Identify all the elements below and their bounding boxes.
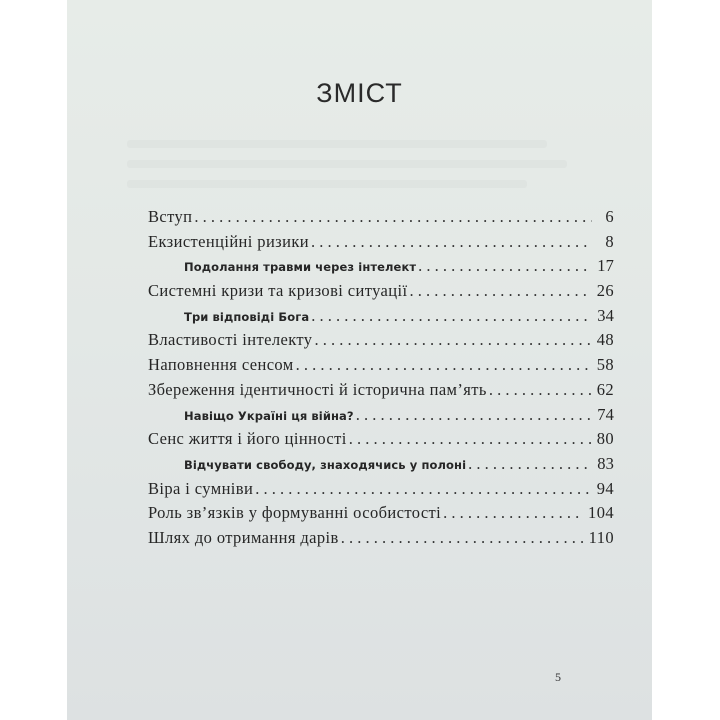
dot-leader <box>314 330 592 350</box>
bleed-through-text <box>127 160 567 168</box>
bleed-through-text <box>127 180 527 188</box>
toc-entry[interactable] <box>148 503 614 528</box>
dot-leader <box>409 281 592 301</box>
dot-leader <box>489 380 592 400</box>
toc-entry-label: Роль зв’язків у формуванні особистості <box>148 503 442 523</box>
dot-leader <box>349 429 592 449</box>
toc-entry-label: Віра і сумніви <box>148 478 254 498</box>
toc-entry-page: 94 <box>596 478 614 498</box>
toc-entry-page: 8 <box>605 231 614 251</box>
dot-leader <box>255 479 592 499</box>
toc-entry-page: 58 <box>596 355 614 375</box>
toc-entry-label: Сенс життя і його цінності <box>148 429 347 449</box>
toc-subentry[interactable] <box>148 454 614 479</box>
toc-entry[interactable] <box>148 429 614 454</box>
toc-entry-label: Відчувати свободу, знаходячись у полоні <box>184 457 467 472</box>
toc-entry-label: Три відповіді Бога <box>184 309 310 324</box>
book-page <box>67 0 652 720</box>
toc-entry-page: 6 <box>605 207 614 226</box>
dot-leader <box>311 306 592 326</box>
toc-entry[interactable] <box>148 355 614 380</box>
toc-entry-label: Властивості інтелекту <box>148 330 313 350</box>
page-number: 5 <box>555 670 561 684</box>
toc-entry-page: 83 <box>597 453 614 473</box>
toc-entry-page: 34 <box>597 305 614 325</box>
toc-subentry[interactable] <box>148 405 614 430</box>
dot-leader <box>356 405 592 425</box>
toc-entry[interactable] <box>148 207 614 232</box>
toc-entry-page: 104 <box>588 503 614 523</box>
toc-entry-page: 62 <box>596 379 614 399</box>
toc-entry-label: Вступ <box>148 207 193 226</box>
toc-entry-page: 74 <box>597 404 614 424</box>
toc-entry[interactable] <box>148 528 614 553</box>
toc-entry-label: Системні кризи та кризові ситуації <box>148 281 408 301</box>
toc-entry-page: 80 <box>596 429 614 449</box>
dot-leader <box>311 232 592 252</box>
toc-entry-page: 17 <box>597 256 614 276</box>
dot-leader <box>443 503 584 523</box>
dot-leader <box>296 355 592 375</box>
toc-subentry[interactable] <box>148 256 614 281</box>
dot-leader <box>468 454 592 474</box>
toc-entry-page: 26 <box>596 281 614 301</box>
toc-entry[interactable] <box>148 281 614 306</box>
dot-leader <box>194 207 592 227</box>
toc-subentry[interactable] <box>148 306 614 331</box>
dot-leader <box>341 528 585 548</box>
table-of-contents <box>148 207 614 553</box>
toc-entry-label: Подолання травми через інтелект <box>184 260 417 275</box>
toc-entry-page: 48 <box>596 330 614 350</box>
dot-leader <box>418 256 592 276</box>
page-title: ЗМІСТ <box>316 78 403 109</box>
toc-entry[interactable] <box>148 380 614 405</box>
toc-entry-label: Наповнення сенсом <box>148 355 294 375</box>
toc-entry-label: Навіщо Україні ця війна? <box>184 408 354 423</box>
toc-entry-page: 110 <box>588 527 614 547</box>
toc-entry-label: Шлях до отримання дарів <box>148 527 339 547</box>
toc-entry[interactable] <box>148 232 614 257</box>
toc-entry[interactable] <box>148 330 614 355</box>
bleed-through-text <box>127 140 547 148</box>
toc-entry-label: Збереження ідентичності й історична пам’ять <box>148 379 487 399</box>
toc-entry-label: Екзистенційні ризики <box>148 231 309 251</box>
toc-entry[interactable] <box>148 479 614 504</box>
